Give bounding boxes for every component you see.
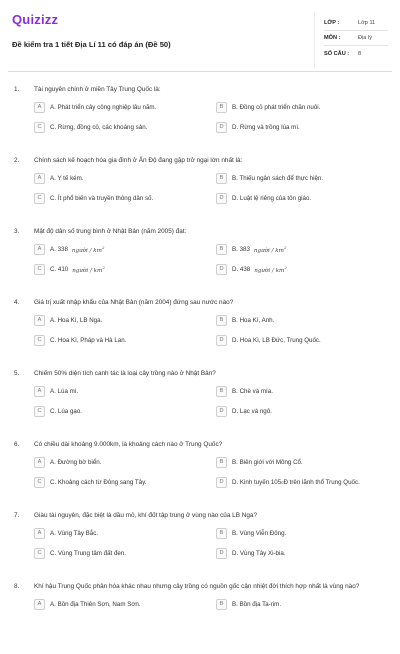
option-superscript: 2: [284, 264, 287, 270]
question-item: [14, 370, 386, 441]
option-text: D. Kinh tuyến 105: [232, 478, 282, 486]
question-header: [14, 512, 386, 526]
info-label: MÔN :: [324, 35, 341, 41]
answer-option-c[interactable]: [34, 120, 204, 134]
option-text: D. 438: [232, 265, 251, 273]
answer-option-c[interactable]: [34, 546, 204, 560]
option-unit-text: người / km: [72, 267, 103, 274]
option-text: B. Đồng cỏ phát triển chăn nuôi.: [232, 103, 321, 111]
option-text: C. Rừng, đồng cỏ, các khoáng sản.: [50, 123, 148, 131]
option-letter-badge: B: [216, 386, 227, 397]
option-text: D. Luật lệ riêng của tôn giáo.: [232, 194, 312, 202]
option-text: D. Lạc và ngô.: [232, 407, 272, 415]
worksheet-header: [8, 8, 392, 72]
answer-option-d[interactable]: [216, 262, 386, 276]
option-text: D. Rừng và trồng lúa mì.: [232, 123, 300, 131]
option-letter-badge: D: [216, 264, 227, 275]
option-letter-badge: C: [34, 122, 45, 133]
option-letter-badge: D: [216, 122, 227, 133]
question-header: [14, 228, 386, 242]
option-unit-text: người / km: [254, 267, 285, 274]
question-number: 5.: [14, 370, 20, 377]
answer-option-d[interactable]: [216, 404, 386, 418]
answer-option-d[interactable]: [216, 333, 386, 347]
answer-option-a[interactable]: [34, 171, 204, 185]
option-text: A. Vùng Tây Bắc.: [50, 529, 99, 537]
answer-option-a[interactable]: [34, 384, 204, 398]
answer-option-b[interactable]: [216, 384, 386, 398]
option-text: C. Lúa gạo.: [50, 407, 82, 415]
question-header: [14, 157, 386, 171]
option-letter-badge: A: [34, 102, 45, 113]
option-text: D. Hoa Kì, LB Đức, Trung Quốc.: [232, 336, 321, 344]
option-text: B. Hoa Kì, Anh.: [232, 316, 275, 324]
question-text: Khí hậu Trung Quốc phân hóa khác nhau nhưng cây trồng có nguồn gốc cận nhiệt đới thích hợp nhất là vùng nào?: [34, 583, 360, 590]
question-item: [14, 86, 386, 157]
option-letter-badge: C: [34, 406, 45, 417]
question-text: Giàu tài nguyên, đặc biệt là dầu mỏ, khí đốt tập trung ở vùng nào của LB Nga?: [34, 512, 258, 519]
question-text: Có chiều dài khoảng 9.000km, là khoảng cách nào ở Trung Quốc?: [34, 441, 223, 448]
info-row-subject: [324, 31, 388, 46]
question-item: [14, 299, 386, 370]
question-header: [14, 441, 386, 455]
option-text: B. 383: [232, 245, 250, 253]
answer-option-a[interactable]: [34, 455, 204, 469]
answer-option-a[interactable]: [34, 100, 204, 114]
option-text: B. Chè và mía.: [232, 387, 273, 395]
answer-option-b[interactable]: [216, 313, 386, 327]
question-item: [14, 583, 386, 654]
worksheet-title: Đề kiểm tra 1 tiết Địa Lí 11 có đáp án (Đề 50): [12, 40, 171, 49]
option-letter-badge: B: [216, 457, 227, 468]
answer-option-a[interactable]: [34, 597, 204, 611]
question-header: [14, 299, 386, 313]
option-letter-badge: A: [34, 528, 45, 539]
question-number: 4.: [14, 299, 20, 306]
info-panel: [324, 16, 388, 61]
answer-option-a[interactable]: [34, 313, 204, 327]
option-text: B. Thiếu ngân sách để thực hiện.: [232, 174, 324, 182]
option-letter-badge: A: [34, 315, 45, 326]
answer-option-b[interactable]: [216, 100, 386, 114]
info-row-class: [324, 16, 388, 31]
option-text: B. Bồn địa Ta-rim.: [232, 600, 282, 608]
option-letter-badge: D: [216, 406, 227, 417]
quizizz-logo: Quizizz: [12, 12, 59, 27]
option-unit: [254, 245, 287, 254]
option-text-tail: Đ trên lãnh thổ Trung Quốc.: [283, 478, 360, 486]
answer-option-d[interactable]: [216, 475, 386, 489]
option-text: A. 338: [50, 245, 68, 253]
info-value: 8: [358, 50, 362, 57]
option-letter-badge: B: [216, 102, 227, 113]
option-letter-badge: D: [216, 477, 227, 488]
option-letter-badge: A: [34, 457, 45, 468]
answer-option-c[interactable]: [34, 404, 204, 418]
answer-option-c[interactable]: [34, 262, 204, 276]
worksheet-page: [0, 8, 400, 608]
answer-option-a[interactable]: [34, 526, 204, 540]
question-header: [14, 86, 386, 100]
option-letter-badge: B: [216, 599, 227, 610]
option-superscript: 0: [281, 479, 284, 485]
option-unit: [254, 265, 287, 274]
question-number: 8.: [14, 583, 20, 590]
question-item: [14, 512, 386, 583]
info-value: Địa lý: [358, 35, 372, 41]
answer-option-a[interactable]: [34, 242, 204, 256]
answer-option-c[interactable]: [34, 333, 204, 347]
info-label: SỐ CÂU :: [324, 50, 350, 57]
question-text: Chiếm 50% diện tích canh tác là loại cây trồng nào ở Nhật Bản?: [34, 370, 216, 377]
question-header: [14, 370, 386, 384]
option-letter-badge: D: [216, 548, 227, 559]
option-text: B. Vùng Viễn Đông.: [232, 529, 287, 537]
info-row-question-count: [324, 46, 388, 61]
option-text: D. Vùng Tây Xi-bia.: [232, 549, 286, 557]
option-letter-badge: A: [34, 599, 45, 610]
question-number: 7.: [14, 512, 20, 519]
answer-option-b[interactable]: [216, 171, 386, 185]
option-unit-text: người / km: [253, 247, 284, 254]
option-superscript: 2: [101, 244, 105, 250]
question-text: Giá trị xuất nhập khẩu của Nhật Bản (năm 2004) đứng sau nước nào?: [34, 299, 234, 306]
option-letter-badge: C: [34, 193, 45, 204]
option-text: B. Biên giới với Mông Cổ.: [232, 458, 303, 466]
option-letter-badge: B: [216, 173, 227, 184]
option-unit: [72, 245, 105, 254]
answer-option-d[interactable]: [216, 120, 386, 134]
option-letter-badge: C: [34, 548, 45, 559]
option-letter-badge: B: [216, 244, 227, 255]
answer-option-b[interactable]: [216, 455, 386, 469]
option-letter-badge: C: [34, 477, 45, 488]
answer-option-b[interactable]: [216, 242, 386, 256]
option-text: C. Ít phổ biến và truyền thông dân số.: [50, 194, 154, 202]
question-text: Mật độ dân số trung bình ở Nhật Bản (năm 2005) đạt:: [34, 228, 187, 235]
info-label: LỚP :: [324, 20, 340, 26]
option-text: A. Bồn địa Thiên Sơn, Nam Sơn.: [50, 600, 141, 608]
question-number: 6.: [14, 441, 20, 448]
option-unit: [72, 265, 105, 274]
option-letter-badge: A: [34, 244, 45, 255]
answer-option-b[interactable]: [216, 526, 386, 540]
question-number: 3.: [14, 228, 20, 235]
option-text: A. Y tế kém.: [50, 174, 84, 182]
option-letter-badge: A: [34, 386, 45, 397]
option-text: C. Vùng Trung tâm đất đen.: [50, 549, 127, 557]
question-item: [14, 441, 386, 512]
option-text: C. Khoảng cách từ Đông sang Tây.: [50, 478, 147, 486]
option-letter-badge: D: [216, 335, 227, 346]
option-unit-text: người / km: [71, 247, 102, 254]
option-letter-badge: C: [34, 335, 45, 346]
option-text: C. 410: [50, 265, 69, 273]
option-letter-badge: B: [216, 315, 227, 326]
question-text: Chính sách kế hoạch hóa gia đình ở Ấn Độ đang gặp trở ngại lớn nhất là:: [34, 157, 243, 164]
option-text: A. Đường bờ biển.: [50, 458, 102, 466]
answer-option-d[interactable]: [216, 546, 386, 560]
option-text: A. Lúa mì.: [50, 387, 79, 395]
option-text: C. Hoa Kì, Pháp và Hà Lan.: [50, 336, 127, 344]
option-superscript: 2: [283, 244, 287, 250]
option-letter-badge: A: [34, 173, 45, 184]
question-item: [14, 157, 386, 228]
answer-option-b[interactable]: [216, 597, 386, 611]
option-letter-badge: C: [34, 264, 45, 275]
option-letter-badge: D: [216, 193, 227, 204]
question-header: [14, 583, 386, 597]
question-item: [14, 228, 386, 299]
question-number: 2.: [14, 157, 20, 164]
option-text: A. Hoa Kì, LB Nga.: [50, 316, 103, 324]
question-list: [14, 86, 386, 654]
answer-option-d[interactable]: [216, 191, 386, 205]
option-text: A. Phát triển cây công nghiệp lâu năm.: [50, 103, 157, 111]
option-superscript: 2: [102, 264, 105, 270]
option-letter-badge: B: [216, 528, 227, 539]
question-number: 1.: [14, 86, 20, 93]
answer-option-c[interactable]: [34, 191, 204, 205]
info-value: Lớp 11: [358, 20, 376, 26]
question-text: Tài nguyên chính ở miền Tây Trung Quốc là:: [34, 86, 161, 93]
answer-option-c[interactable]: [34, 475, 204, 489]
